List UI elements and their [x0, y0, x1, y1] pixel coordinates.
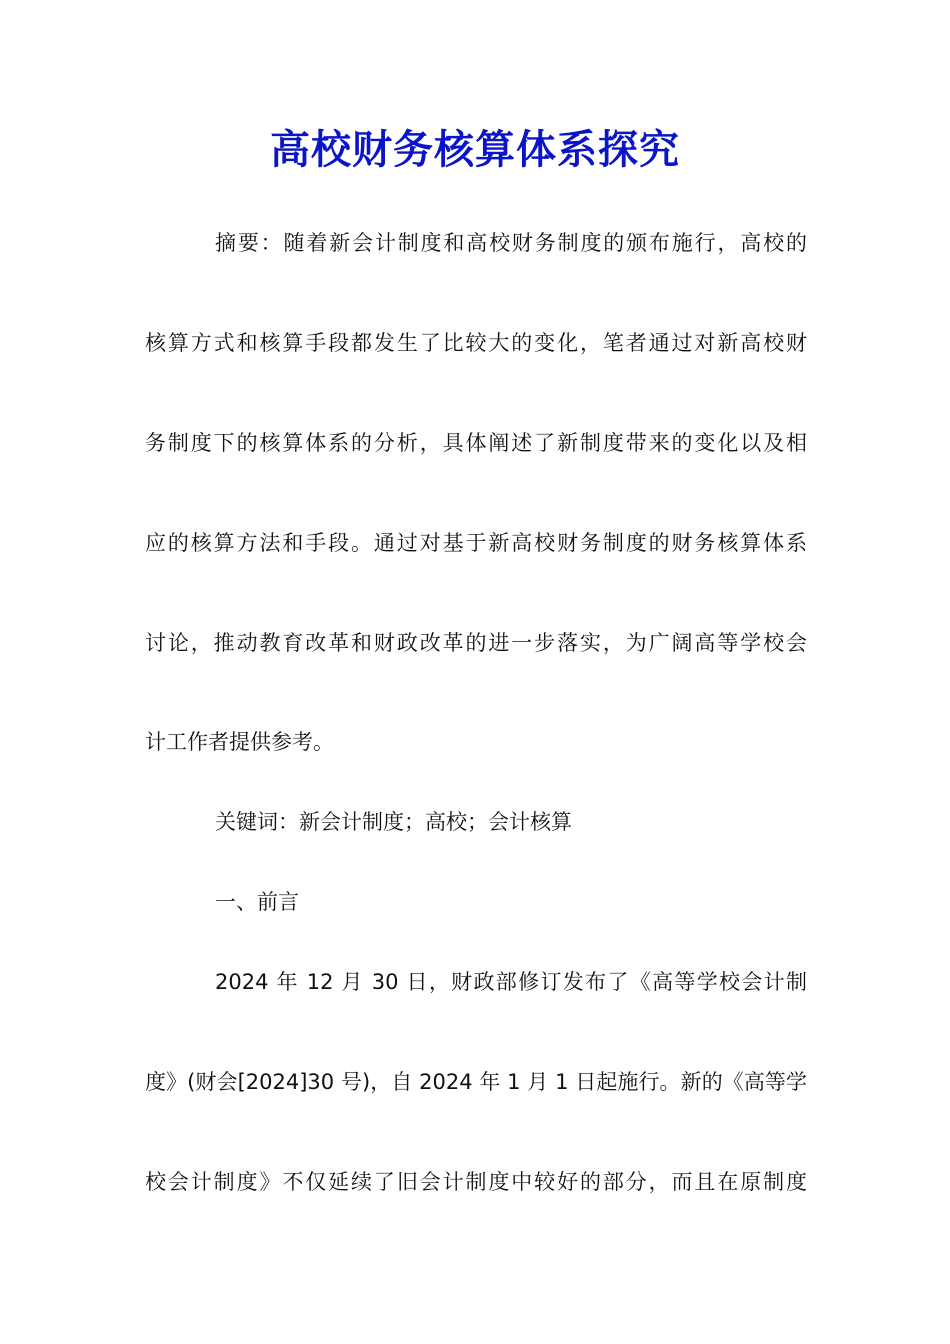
abstract-line-4: 应的核算方法和手段。通过对基于新高校财务制度的财务核算体系: [145, 531, 807, 555]
abstract-line-5: 讨论，推动教育改革和财政改革的进一步落实，为广阔高等学校会: [145, 631, 807, 655]
keywords-line: 关键词：新会计制度；高校；会计核算: [215, 810, 572, 834]
body-line-1: 2024 年 12 月 30 日，财政部修订发布了《高等学校会计制: [215, 970, 807, 994]
abstract-line-6: 计工作者提供参考。: [145, 730, 334, 754]
abstract-line-1: 摘要：随着新会计制度和高校财务制度的颁布施行，高校的: [215, 231, 807, 255]
document-title: 高校财务核算体系探究: [270, 126, 680, 173]
section-heading-preface: 一、前言: [215, 890, 299, 914]
body-line-2: 度》(财会[2024]30 号)，自 2024 年 1 月 1 日起施行。新的《高等学: [145, 1070, 807, 1094]
body-line-3: 校会计制度》不仅延续了旧会计制度中较好的部分，而且在原制度: [145, 1170, 807, 1194]
abstract-line-2: 核算方式和核算手段都发生了比较大的变化，笔者通过对新高校财: [145, 331, 807, 355]
abstract-line-3: 务制度下的核算体系的分析，具体阐述了新制度带来的变化以及相: [145, 431, 807, 455]
